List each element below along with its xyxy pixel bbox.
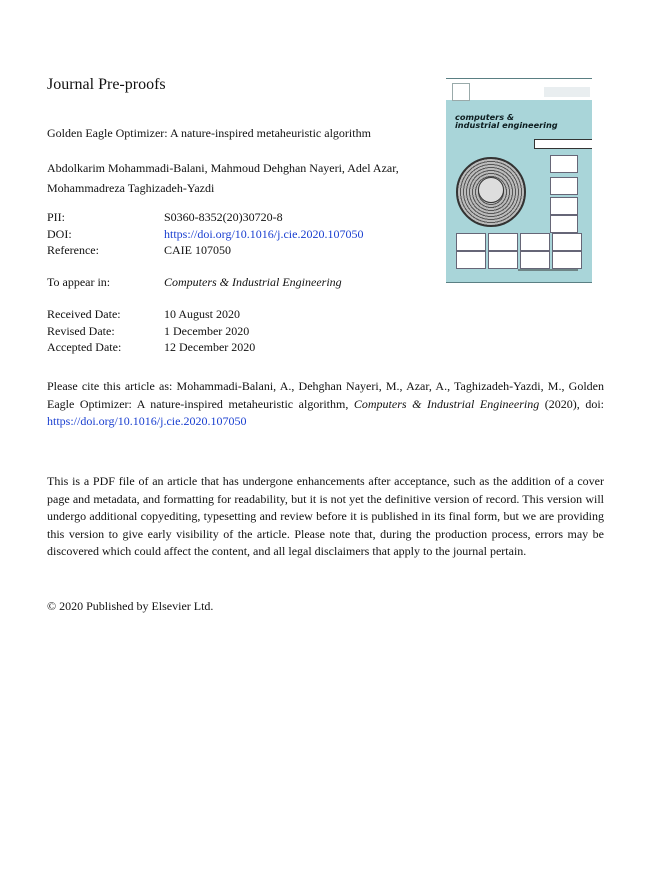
pii-row xyxy=(47,209,363,226)
appear-journal: Computers & Industrial Engineering xyxy=(164,275,342,289)
cover-footer-line xyxy=(518,269,578,271)
cover-toc-box xyxy=(550,155,578,173)
reference-label: Reference: xyxy=(47,243,99,257)
cover-toc-box xyxy=(520,251,550,269)
doi-row xyxy=(47,226,363,243)
cover-toc-box xyxy=(488,233,518,251)
journal-pre-proofs-label: Journal Pre-proofs xyxy=(47,76,166,93)
disclaimer-paragraph: This is a PDF file of an article that has undergone enhancements after acceptance, such as the addition of a cover page and metadata, and formatting for readability, but it is not yet the definitive version of record. This version will undergo additional copyediting, typesetting and review before it is published in its final form, but we are providing this version to give early visibility of the article. Please note that, during the production process, errors may be discovered which could affect the content, and all legal disclaimers that apply to the journal pertain. xyxy=(47,474,604,559)
cover-toc-box xyxy=(552,251,582,269)
cover-rule xyxy=(534,139,592,149)
citation-doi-link[interactable]: https://doi.org/10.1016/j.cie.2020.107050 xyxy=(47,414,247,428)
cover-toc-box xyxy=(550,215,578,233)
appear-row xyxy=(47,274,342,291)
cover-title-line-2: industrial engineering xyxy=(455,120,558,130)
cover-emblem-center-icon xyxy=(478,177,504,203)
cover-toc-box xyxy=(456,233,486,251)
identifiers-block xyxy=(47,209,363,259)
received-row xyxy=(47,306,255,323)
authors-line-1: Abdolkarim Mohammadi-Balani, Mahmoud Dehghan Nayeri, Adel Azar, xyxy=(47,161,399,175)
authors xyxy=(47,158,417,198)
received-date: 10 August 2020 xyxy=(164,307,241,321)
citation-prefix: Please cite this article as: Mohammadi-Balani, A., Dehghan Nayeri, M., Azar, A., Taghizadeh-Yazdi, M., Golden Eagle Optimizer: A nature-inspired metaheuristic algorithm, xyxy=(47,379,604,411)
appear-label: To appear in: xyxy=(47,275,111,289)
revised-date: 1 December 2020 xyxy=(164,323,250,338)
citation-paragraph xyxy=(47,378,604,431)
copyright-notice: © 2020 Published by Elsevier Ltd. xyxy=(47,599,214,613)
doi-label: DOI: xyxy=(47,226,72,241)
citation-journal: Computers & Industrial Engineering xyxy=(353,396,540,411)
cover-toc-box xyxy=(520,233,550,251)
cover-title-line-1: computers & xyxy=(455,112,515,122)
dates-block xyxy=(47,306,255,356)
appear-block xyxy=(47,274,342,291)
elsevier-logo-icon xyxy=(452,83,470,101)
reference-value: CAIE 107050 xyxy=(164,243,231,257)
citation-suffix: (2020), doi: xyxy=(539,396,604,411)
doi-link[interactable]: https://doi.org/10.1016/j.cie.2020.107050 xyxy=(164,226,364,241)
pii-label: PII: xyxy=(47,210,65,224)
cover-toc-box xyxy=(488,251,518,269)
pii-value: S0360-8352(20)30720-8 xyxy=(164,210,283,224)
cover-toc-box xyxy=(552,233,582,251)
revised-row xyxy=(47,323,255,340)
received-label: Received Date: xyxy=(47,307,121,321)
revised-label: Revised Date: xyxy=(47,323,115,338)
cover-toc-box xyxy=(550,177,578,195)
cover-toc-box xyxy=(456,251,486,269)
cover-volume-badge xyxy=(544,87,590,97)
authors-line-2: Mohammadreza Taghizadeh-Yazdi xyxy=(47,181,215,195)
accepted-label: Accepted Date: xyxy=(47,340,122,354)
cover-title xyxy=(455,113,558,129)
reference-row xyxy=(47,242,363,259)
accepted-row xyxy=(47,339,255,356)
article-title: Golden Eagle Optimizer: A nature-inspired metaheuristic algorithm xyxy=(47,126,371,140)
accepted-date: 12 December 2020 xyxy=(164,340,256,354)
journal-cover-image xyxy=(446,78,592,283)
cover-toc-box xyxy=(550,197,578,215)
